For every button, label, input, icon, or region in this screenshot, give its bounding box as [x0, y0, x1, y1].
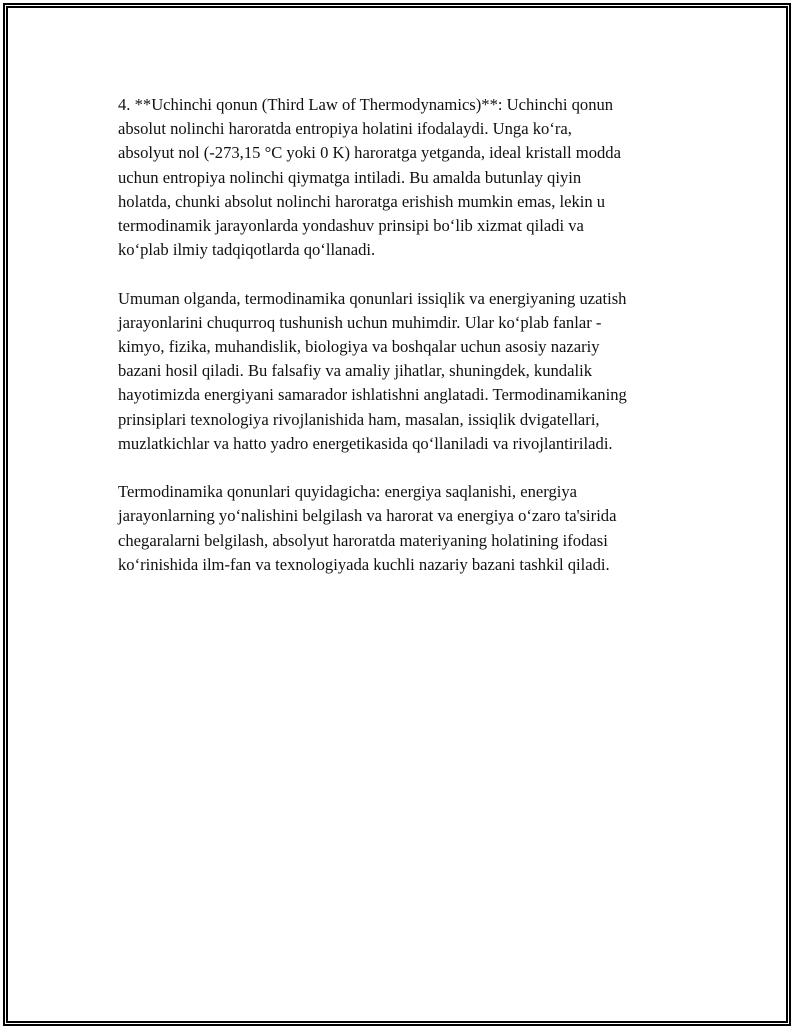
paragraph-third-law: 4. **Uchinchi qonun (Third Law of Thermodynamics)**: Uchinchi qonun absolut nolinchi haroratda entropiya holatini ifodalaydi. Unga koʻra, absolyut nol (-273,15 °C yoki 0 K) haroratga yetganda, ideal kristall modda uchun entropiya nolinchi qiymatga intiladi. Bu amalda butunlay qiyin holatda, chunki absolut nolinchi haroratga erishish mumkin emas, lekin u termodinamik jarayonlarda yondashuv prinsipi boʻlib xizmat qiladi va koʻplab ilmiy tadqiqotlarda qoʻllanadi.	[118, 95, 621, 260]
paragraph-summary: Umuman olganda, termodinamika qonunlari issiqlik va energiyaning uzatish jarayonlarini chuqurroq tushunish uchun muhimdir. Ular koʻplab fanlar - kimyo, fizika, muhandislik, biologiya va boshqalar uchun asosiy nazariy bazani hosil qiladi. Bu falsafiy va amaliy jihatlar, shuningdek, kundalik hayotimizda energiyani samarador ishlatishni anglatadi. Termodinamikaning prinsiplari texnologiya rivojlanishida ham, masalan, issiqlik dvigatellari, muzlatkichlar va hatto yadro energetikasida qoʻllaniladi va rivojlantiriladi.	[118, 288, 627, 453]
document-body	[118, 93, 688, 601]
paragraph-conclusion: Termodinamika qonunlari quyidagicha: energiya saqlanishi, energiya jarayonlarning yoʻnalishini belgilash va harorat va energiya oʻzaro ta'sirida chegaralarni belgilash, absolyut haroratda materiyaning holatining ifodasi koʻrinishida ilm-fan va texnologiyada kuchli nazariy bazani tashkil qiladi.	[118, 482, 617, 574]
